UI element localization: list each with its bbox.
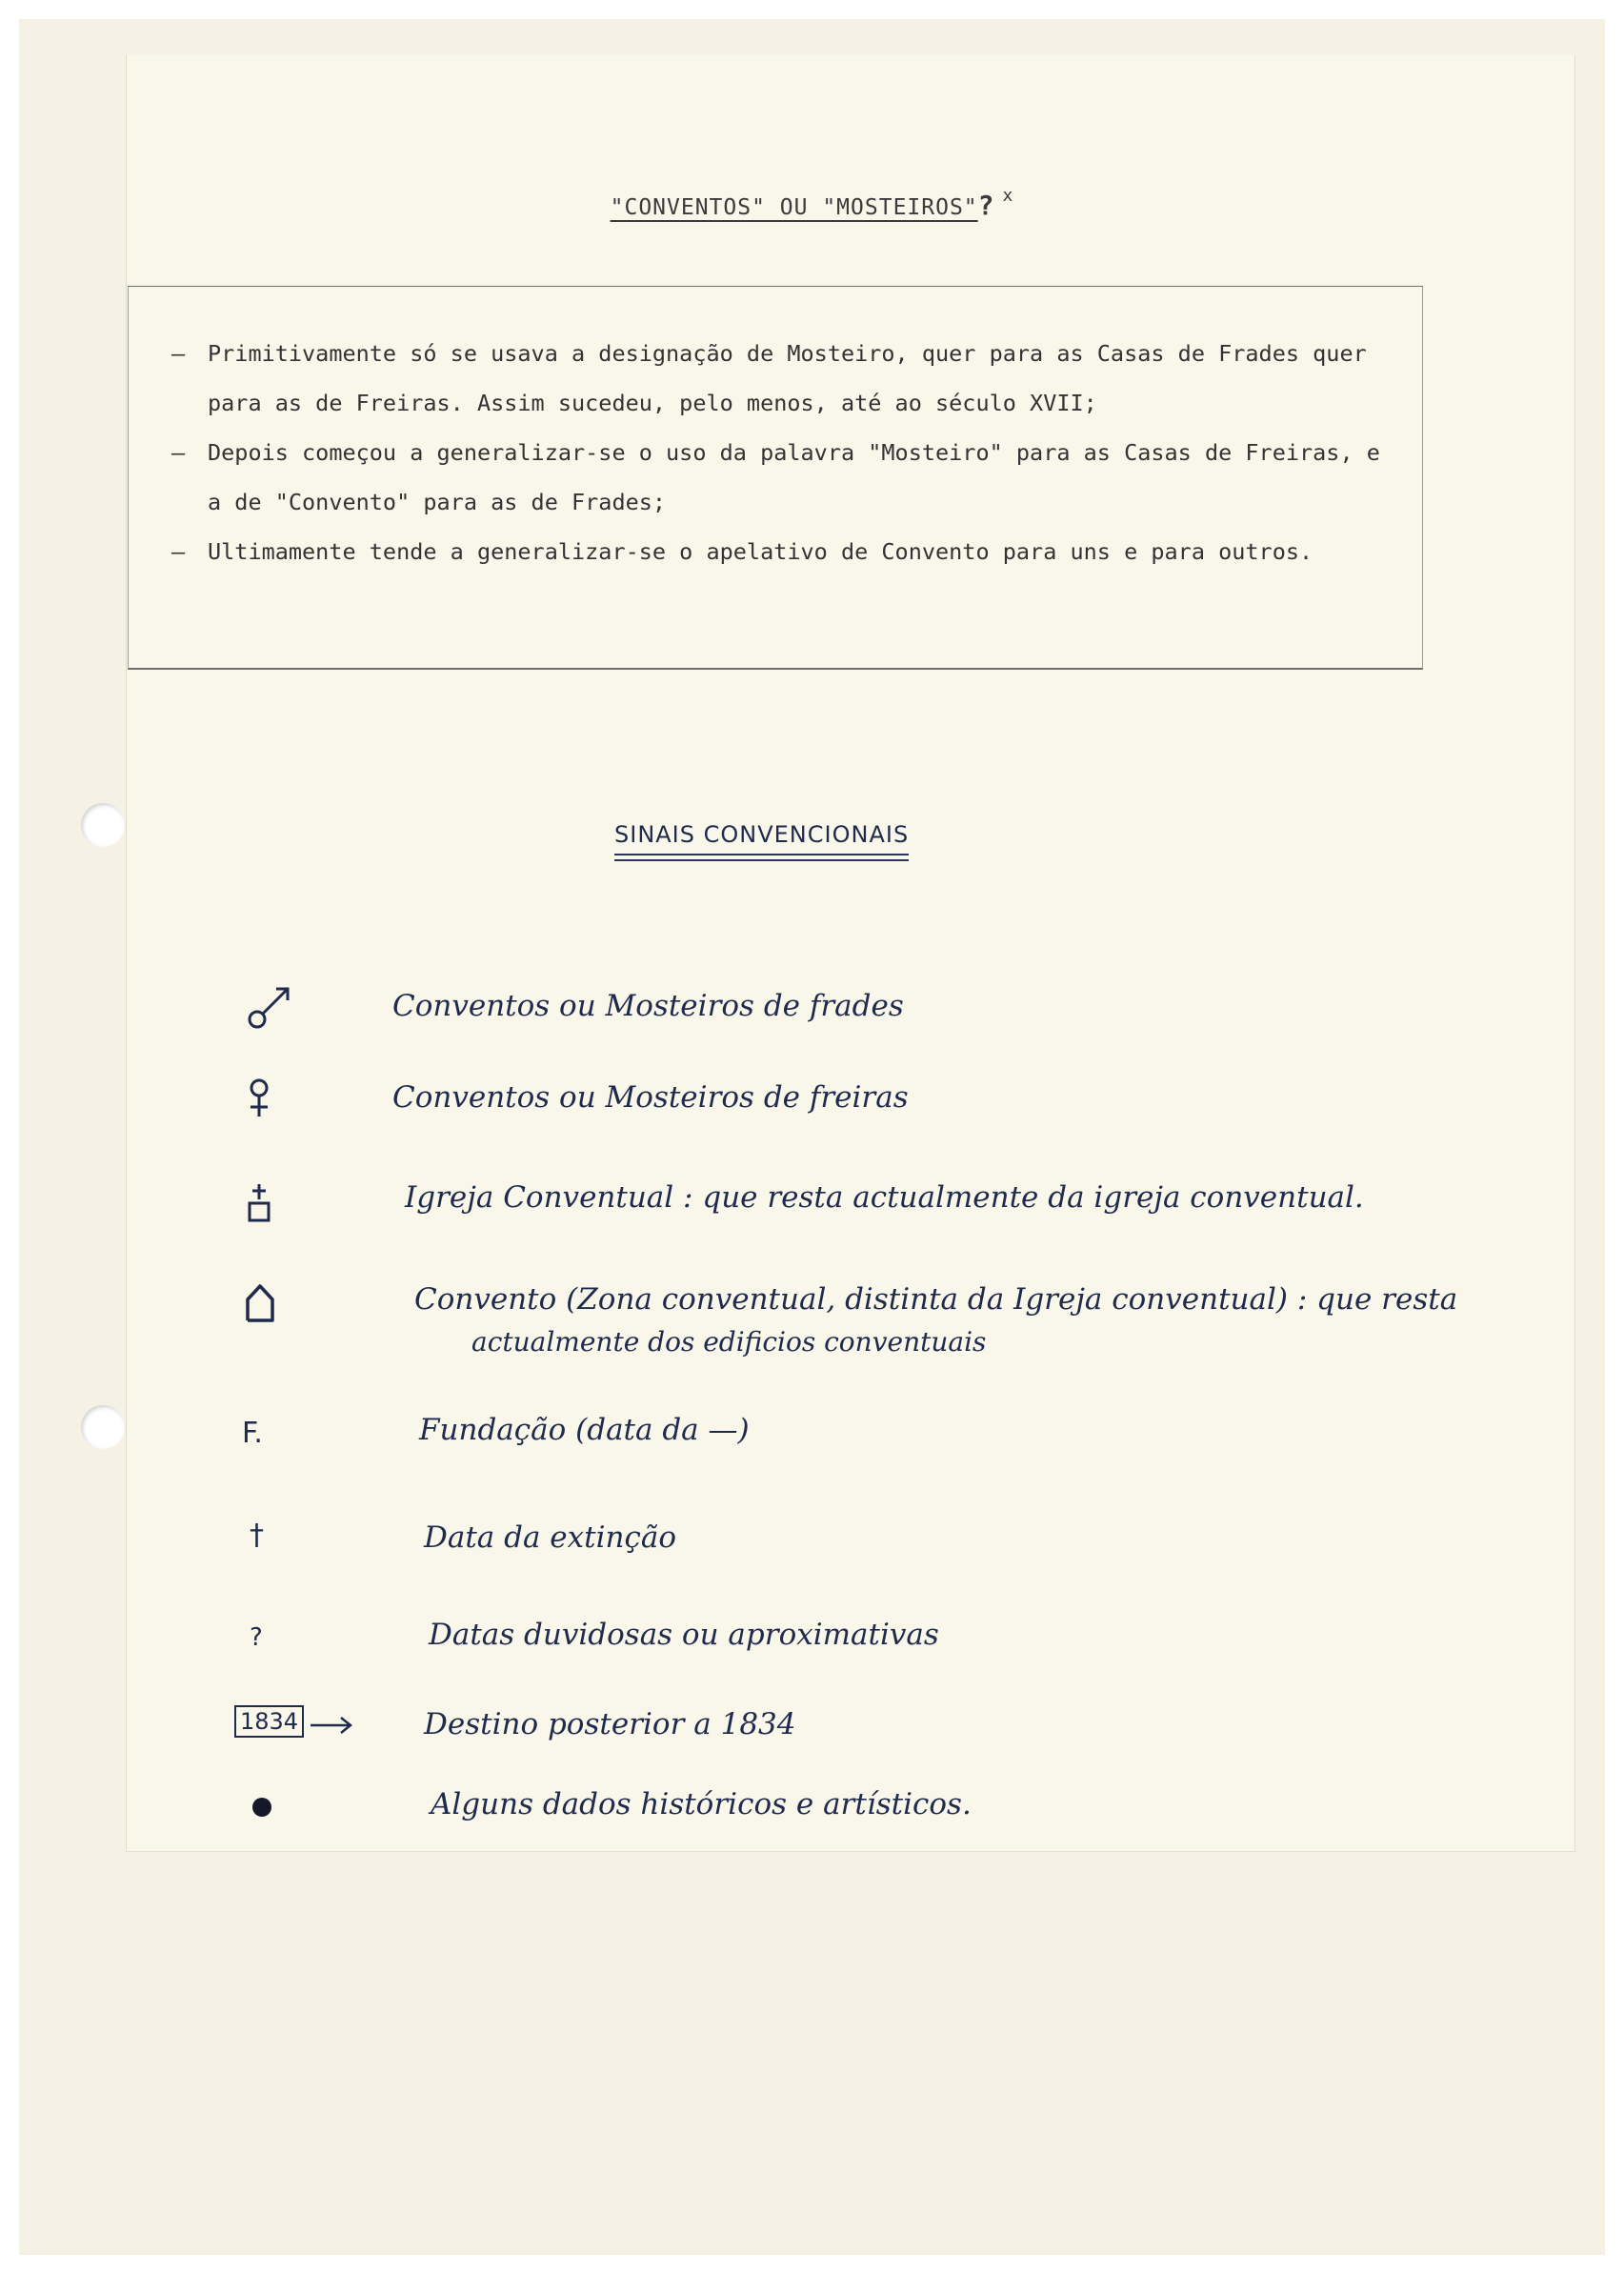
note-item: – Depois começou a generalizar-se o uso da palavra "Mosteiro" para as Casas de Freiras, e a de "Convento" para as de Frades; <box>171 428 1400 527</box>
notes-list <box>171 329 1400 576</box>
punch-hole <box>81 1405 125 1449</box>
legend-title: SINAIS CONVENCIONAIS <box>614 821 909 855</box>
title-question-mark: ? <box>977 190 995 221</box>
uncertain-symbol: ? <box>250 1623 263 1652</box>
right-arrow-icon <box>309 1711 356 1740</box>
female-symbol-icon <box>242 1075 356 1132</box>
punch-hole <box>81 803 125 847</box>
legend-text-continued: actualmente dos edificios conventuais <box>471 1326 987 1358</box>
note-item: – Primitivamente só se usava a designação de Mosteiro, quer para as Casas de Frades quer para as de Freiras. Assim sucedeu, pelo menos, até ao século XVII; <box>171 329 1400 428</box>
footnote-mark: x <box>1002 186 1014 206</box>
document-title-text: "CONVENTOS" OU "MOSTEIROS" <box>610 195 978 220</box>
church-icon <box>244 1182 358 1239</box>
convent-house-icon <box>242 1282 356 1339</box>
legend-text: Convento (Zona conventual, distinta da Igreja conventual) : que resta <box>414 1282 1458 1317</box>
legend-text: Destino posterior a 1834 <box>424 1707 796 1741</box>
note-item: – Ultimamente tende a generalizar-se o apelativo de Convento para uns e para outros. <box>171 527 1400 576</box>
legend-text: Conventos ou Mosteiros de freiras <box>392 1080 909 1115</box>
foundation-symbol: F. <box>242 1417 263 1450</box>
year-box: 1834 <box>234 1705 304 1738</box>
legend-text: Datas duvidosas ou aproximativas <box>429 1618 939 1652</box>
legend-text: Data da extinção <box>424 1520 676 1555</box>
document-title <box>0 186 1624 221</box>
legend-text: Alguns dados históricos e artísticos. <box>431 1787 972 1821</box>
male-symbol-icon <box>240 983 354 1040</box>
legend-text: Igreja Conventual : que resta actualmente da igreja conventual. <box>405 1180 1364 1215</box>
post-1834-symbol <box>234 1705 358 1762</box>
legend-text: Fundação (data da —) <box>419 1413 750 1447</box>
extinction-symbol: † <box>250 1519 264 1552</box>
legend-text: Conventos ou Mosteiros de frades <box>392 989 904 1023</box>
filled-dot-icon <box>251 1797 366 1854</box>
